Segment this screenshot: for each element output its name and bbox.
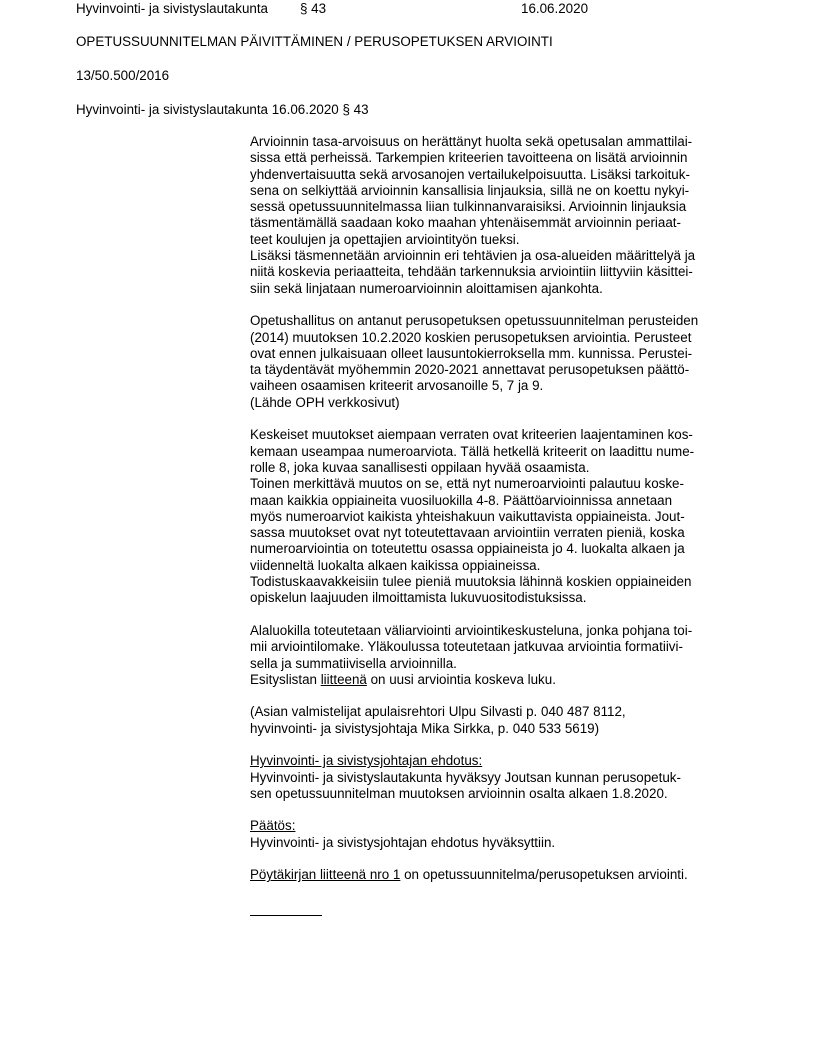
text-line: sen opetussuunnitelman muutoksen arvioinnin osalta alkaen 1.8.2020. (250, 785, 668, 801)
text-line: sena on selkiyttää arvioinnin kansallisia linjauksia, sillä ne on koettu nykyi- (250, 182, 690, 198)
paragraph-4 (250, 623, 750, 688)
text-line: numeroarviointia on toteutettu osassa oppiaineista jo 4. luokalta alkaen ja (250, 541, 685, 557)
text-line: Todistuskaavakkeisiin tulee pieniä muutoksia lähinnä koskien oppiaineiden (250, 574, 692, 590)
minutes-attachment-text: on opetussuunnitelma/perusopetuksen arviointi. (400, 867, 688, 883)
text-line: (2014) muutoksen 10.2.2020 koskien perusopetuksen arviointia. Perusteet (250, 329, 692, 345)
closing-rule (250, 900, 750, 916)
text-line: mii arviointilomake. Yläkoulussa toteutetaan jatkuvaa arviointia formatiivi- (250, 639, 683, 655)
text-line: (Lähde OPH verkkosivut) (250, 394, 400, 410)
minutes-attachment (250, 867, 750, 883)
text-line: vaiheen osaamisen kriteerit arvosanoille 5, 7 ja 9. (250, 378, 544, 394)
text-line: sessä opetussuunnitelmassa liian tulkinnanvaraisiksi. Arvioinnin linjauksia (250, 199, 687, 215)
text-line: Opetushallitus on antanut perusopetuksen opetussuunnitelman perusteiden (250, 313, 699, 329)
minutes-attachment-link[interactable]: Pöytäkirjan liitteenä nro 1 (250, 867, 401, 883)
paragraph-1 (250, 134, 750, 297)
text-line: myös numeroarviot kaikista yhteishakuun vaikuttavista oppiaineista. Jout- (250, 508, 685, 524)
text-line: Lisäksi täsmennetään arvioinnin eri tehtävien ja osa-alueiden määrittelyä ja (250, 248, 696, 264)
text-line: opiskelun laajuuden ilmoittamista lukuvuositodistuksissa. (250, 590, 587, 606)
text-line: niitä koskevia periaatteita, tehdään tarkennuksia arviointiin liittyviin käsittei- (250, 264, 693, 280)
text-line: täsmentämällä saadaan koko maahan yhtenäisemmät arvioinnin periaat- (250, 215, 681, 231)
text-line: siin sekä linjataan numeroarvioinnin aloittamisen ajankohta. (250, 280, 603, 296)
attachment-before: Esityslistan (250, 671, 321, 687)
text-line: ta täydentävät myöhemmin 2020-2021 annettavat perusopetuksen päättö- (250, 362, 690, 378)
header-board: Hyvinvointi- ja sivistyslautakunta (76, 1, 269, 16)
text-line: ovat ennen julkaisuaan olleet lausuntokierroksella mm. kunnissa. Perustei- (250, 345, 693, 361)
text-line: (Asian valmistelijat apulaisrehtori Ulpu Silvasti p. 040 487 8112, (250, 704, 626, 720)
text-line: sissa että perheissä. Tarkempien kriteerien tavoitteena on lisätä arvioinnin (250, 150, 688, 166)
decision (250, 818, 750, 851)
proposal (250, 753, 750, 802)
text-line: kemaan useampaa numeroarviota. Tällä hetkellä kriteerit on laadittu nume- (250, 443, 695, 459)
text-line: Hyvinvointi- ja sivistyslautakunta hyväksyy Joutsan kunnan perusopetuk- (250, 769, 681, 785)
text-line: hyvinvointi- ja sivistysjohtaja Mika Sirkka, p. 040 533 5619) (250, 720, 600, 736)
decision-text: Hyvinvointi- ja sivistysjohtajan ehdotus hyväksyttiin. (250, 834, 556, 850)
text-line: Alaluokilla toteutetaan väliarviointi arviointikeskusteluna, jonka pohjana toi- (250, 622, 693, 638)
attachment-line (250, 672, 750, 688)
document-title: OPETUSSUUNNITELMAN PÄIVITTÄMINEN / PERUSOPETUKSEN ARVIOINTI (76, 34, 553, 49)
proposal-heading: Hyvinvointi- ja sivistysjohtajan ehdotus: (250, 753, 483, 769)
preparers (250, 704, 750, 737)
text-line: rolle 8, joka kuvaa sanallisesti oppilaan hyvää osaamista. (250, 459, 590, 475)
text-line: sella ja summatiivisella arvioinnilla. (250, 655, 457, 671)
text-line: yhdenvertaisuutta sekä arvosanojen vertailukelpoisuutta. Lisäksi tarkoituk- (250, 166, 690, 182)
paragraph-3 (250, 427, 750, 606)
decision-heading: Päätös: (250, 818, 296, 834)
diary-number: 13/50.500/2016 (76, 68, 170, 83)
text-line: Arvioinnin tasa-arvoisuus on herättänyt huolta sekä opetusalan ammattilai- (250, 134, 693, 149)
paragraph-2 (250, 313, 750, 411)
text-line: viidenneltä luokalta alkaen kaikissa oppiaineissa. (250, 557, 541, 573)
header-date: 16.06.2020 (521, 1, 589, 16)
attachment-after: on uusi arviointia koskeva luku. (366, 671, 556, 687)
text-line: Keskeiset muutokset aiempaan verraten ovat kriteerien laajentaminen kos- (250, 427, 693, 443)
text-line: maan kaikkia oppiaineita vuosiluokilla 4-8. Päättöarvioinnissa annetaan (250, 492, 673, 508)
meeting-reference: Hyvinvointi- ja sivistyslautakunta 16.06.2020 § 43 (76, 102, 369, 117)
text-line: Toinen merkittävä muutos on se, että nyt numeroarviointi palautuu koske- (250, 476, 684, 492)
attachment-link[interactable]: liitteenä (320, 671, 367, 687)
signature-rule (250, 903, 322, 916)
document-body (250, 134, 750, 916)
header-section: § 43 (300, 1, 327, 16)
text-line: sassa muutokset ovat nyt toteutettavaan arviointiin verraten pieniä, koska (250, 525, 685, 541)
text-line: teet koulujen ja opettajien arviointityön tueksi. (250, 231, 520, 247)
